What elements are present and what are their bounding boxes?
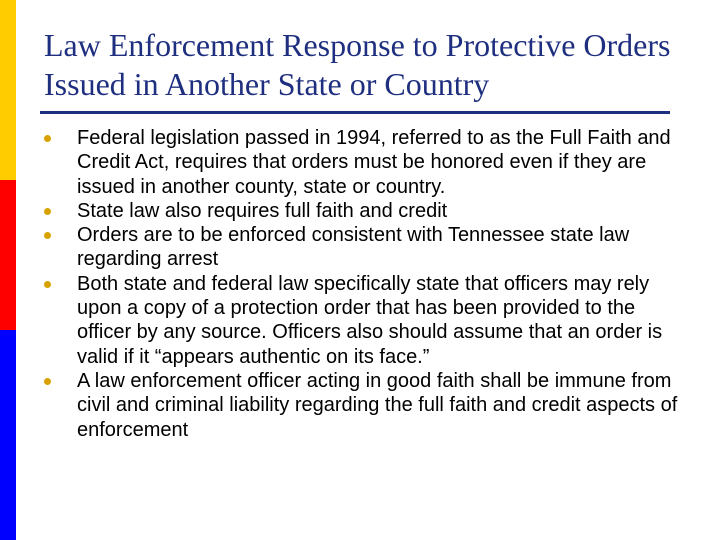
bullet-text: A law enforcement officer acting in good faith shall be immune from civil and criminal liability regarding the full faith and credit aspects of enforcement xyxy=(77,369,678,441)
bullet-item xyxy=(44,126,694,199)
bullet-text: State law also requires full faith and credit xyxy=(77,199,448,222)
bullet-dot-icon xyxy=(44,135,51,142)
bullet-dot-icon xyxy=(44,281,51,288)
title-underline xyxy=(40,111,670,114)
bullet-item xyxy=(44,199,694,223)
bullet-text: Both state and federal law specifically state that officers may rely upon a copy of a protection order that has been provided to the officer by any source. Officers also should assume that an order is valid if it “appears authentic on its face.” xyxy=(77,272,663,368)
accent-bar-blue xyxy=(0,330,16,540)
bullet-item xyxy=(44,272,694,369)
bullet-list xyxy=(44,126,694,442)
bullet-dot-icon xyxy=(44,232,51,239)
bullet-item xyxy=(44,369,694,442)
bullet-item xyxy=(44,223,694,272)
bullet-dot-icon xyxy=(44,208,51,215)
bullet-text: Federal legislation passed in 1994, referred to as the Full Faith and Credit Act, requires that orders must be honored even if they are issued in another county, state or country. xyxy=(77,127,671,198)
slide-title: Law Enforcement Response to Protective Orders Issued in Another State or Country xyxy=(44,27,671,102)
bullet-text: Orders are to be enforced consistent with Tennessee state law regarding arrest xyxy=(77,224,630,271)
accent-bar-red xyxy=(0,180,16,330)
bullet-dot-icon xyxy=(44,378,51,385)
accent-bar-yellow xyxy=(0,0,16,180)
